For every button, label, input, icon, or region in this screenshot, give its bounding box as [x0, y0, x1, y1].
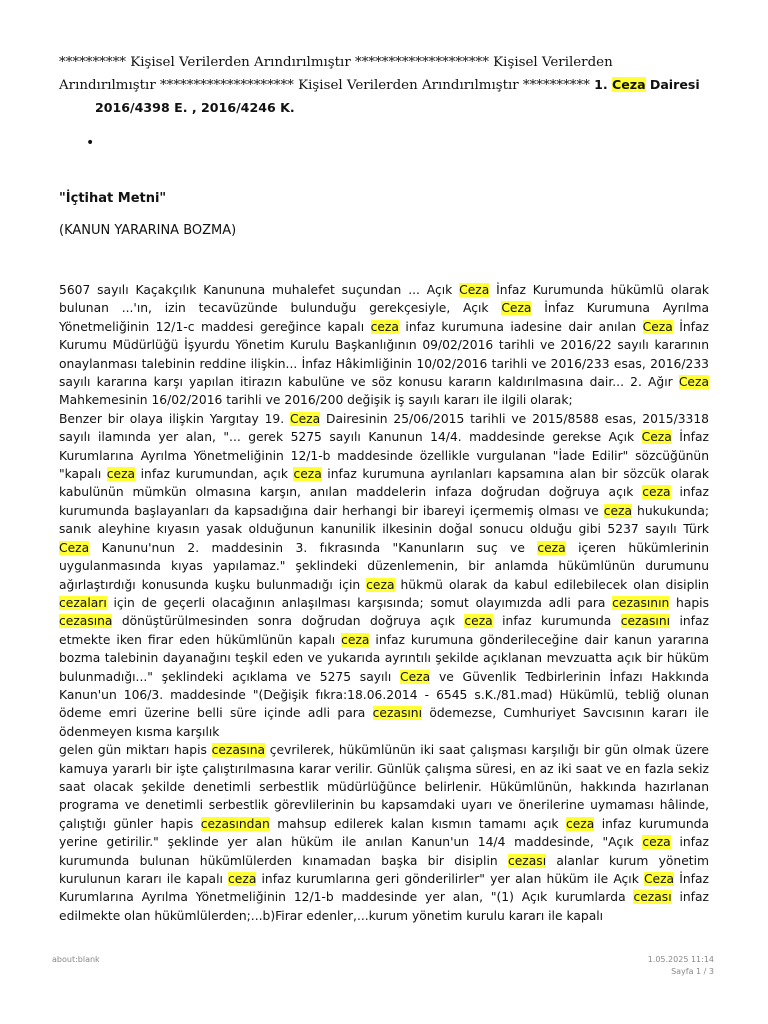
highlight-ceza: ceza: [106, 467, 136, 482]
court-number: 1.: [594, 77, 608, 92]
footer-datetime: 1.05.2025 11:14: [647, 955, 714, 964]
highlight-ceza: ceza: [565, 816, 595, 831]
highlight-ceza: ceza: [370, 319, 399, 334]
highlight-ceza: cezasına: [59, 614, 113, 629]
highlight-ceza: cezasının: [612, 595, 670, 610]
highlight-ceza: Ceza: [643, 872, 675, 886]
highlight-ceza: cezasını: [620, 614, 671, 629]
highlight-ceza: ceza: [537, 540, 566, 555]
highlight-ceza: Ceza: [290, 411, 321, 426]
highlight-ceza: ceza: [228, 872, 257, 886]
highlight-ceza: Ceza: [642, 319, 673, 334]
document-page: [59, 52, 710, 923]
document-header: [59, 52, 709, 120]
highlight-ceza: Ceza: [459, 283, 490, 297]
highlight-ceza: Ceza: [501, 301, 532, 316]
document-title: "İçtihat Metni": [59, 191, 167, 206]
document-body: [59, 281, 710, 923]
court-suffix: Dairesi: [649, 77, 700, 92]
highlight-ceza: ceza: [603, 503, 633, 518]
highlight-ceza: Ceza: [400, 669, 431, 684]
highlight-ceza: ceza: [642, 835, 671, 850]
highlight-ceza: Ceza: [611, 77, 646, 92]
highlight-ceza: cezası: [507, 853, 547, 868]
highlight-ceza: ceza: [464, 614, 493, 629]
footer-page-number: Sayfa 1 / 3: [671, 967, 714, 976]
footer-url: about:blank: [52, 955, 100, 964]
body-paragraph: Benzer bir olaya ilişkin Yargıtay 19. Ceza Dairesinin 25/06/2015 tarihli ve 2015/8588 esas, 2015/3318 sayılı ilamında yer alan, "... gerek 5275 sayılı Kanunun 14/4. maddesinde gerekse Açık Ceza İnfaz Kurumlarına Ayrılma Yönetmeliğinin 12/1-b maddesinde özellikle vurgulanan "İade Edilir" sözcüğünün "kapalı ceza infaz kurumundan, açık ceza infaz kurumuna ayrılanları kapsamına alan bir sözcük olarak kabulünün mümkün olmasına karşın, anılan maddelerin infaza doğrudan doğruya açık ceza infaz kurumunda başlayanları da kapsadığına dair herhangi bir ibareyi içermemiş olması ve ceza hukukunda; sanık aleyhine kıyasın yasak olduğunun kanunilik ilkesinin doğal sonucu olduğu gibi 5237 sayılı Türk Ceza Kanunu'nun 2. maddesinin 3. fıkrasında "Kanunların suç ve ceza içeren hükümlerinin uygulanmasında kıyas yapılamaz." şeklindeki düzenlemenin, bir anlamda hükümlünün durumunu ağırlaştırdığı konusunda kuşku bulunmadığı için ceza hükmü olarak da kabul edilebilecek olan disiplin cezaları için de geçerli olacağının anlaşılması karşısında; somut olayımızda adli para cezasının hapis cezasına dönüştürülmesinden sonra doğrudan doğruya açık ceza infaz kurumunda cezasını infaz etmekte iken firar eden hükümlünün kapalı ceza infaz kurumuna gönderileceğine dair kanun yararına bozma talebinin dayanağını teşkil eden ve yukarıda ayrıntılı şekilde açıklanan mevzuatta açık bir hüküm bulunmadığı..." şeklindeki açıklama ve 5275 sayılı Ceza ve Güvenlik Tedbirlerinin İnfazı Hakkında Kanun'un 106/3. maddesinde "(Değişik fıkra:18.06.2014 - 6545 s.K./81.mad) Hükümlü, tebliğ olunan ödeme emri üzerine belli süre içinde adli para cezasını ödemezse, Cumhuriyet Savcısının kararı ile ödenmeyen kısma karşılık: [59, 411, 710, 739]
bullet-point: •: [86, 135, 95, 151]
highlight-ceza: cezası: [633, 890, 672, 905]
highlight-ceza: ceza: [642, 485, 671, 500]
highlight-ceza: ceza: [293, 467, 322, 482]
case-number: 2016/4398 E. , 2016/4246 K.: [95, 100, 295, 115]
masked-privacy-notice: ********** Kişisel Verilerden Arındırılmıştır ******************** Kişisel Verilerden Arındırılmıştır ******************** Kişisel Verilerden Arındırılmıştır **********: [59, 55, 613, 93]
document-subtitle: (KANUN YARARINA BOZMA): [59, 223, 237, 238]
highlight-ceza: ceza: [366, 577, 395, 592]
body-paragraph: 5607 sayılı Kaçakçılık Kanununa muhalefet suçundan ... Açık Ceza İnfaz Kurumunda hükümlü olarak bulunan ...'ın, izin tecavüzünde bulunduğu gerekçesiyle, Açık Ceza İnfaz Kurumuna Ayrılma Yönetmeliğinin 12/1-c maddesi gereğince kapalı ceza infaz kurumuna iadesine dair anılan Ceza İnfaz Kurumu Müdürlüğü İşyurdu Yönetim Kurulu Başkanlığının 09/02/2016 tarihli ve 2016/22 sayılı kararının onaylanması talebinin reddine ilişkin... İnfaz Hâkimliğinin 10/02/2016 tarihli ve 2016/233 esas, 2016/233 sayılı kararına karşı yapılan itirazın kabulüne ve söz konusu kararın kaldırılmasına dair... 2. Ağır Ceza Mahkemesinin 16/02/2016 tarihli ve 2016/200 değişik iş sayılı kararı ile ilgili olarak;: [59, 283, 709, 408]
highlight-ceza: Ceza: [641, 430, 672, 445]
highlight-ceza: ceza: [341, 632, 370, 647]
highlight-ceza: cezasından: [200, 816, 270, 831]
highlight-ceza: cezasına: [211, 743, 266, 758]
highlight-ceza: cezaları: [59, 595, 107, 610]
body-paragraph: gelen gün miktarı hapis cezasına çevrilerek, hükümlünün iki saat çalışması karşılığı bir gün olmak üzere kamuya yararlı bir işte çalıştırılmasına karar verilir. Günlük çalışma süresi, en az iki saat ve en fazla sekiz saat olacak şekilde denetimli serbestlik müdürlüğünce belirlenir. Hükümlünün, hakkında hazırlanan programa ve denetimli serbestlik görevlilerinin bu kapsamdaki uyarı ve önerilerine uymaması hâlinde, çalıştığı günler hapis cezasından mahsup edilerek kalan kısmın tamamı açık ceza infaz kurumunda yerine getirilir." şeklinde yer alan hüküm ile anılan Kanun'un 14/4 maddesinde, "Açık ceza infaz kurumunda bulunan hükümlülerden kınamadan başka bir disiplin cezası alanlar kurum yönetim kurulunun kararı ile kapalı ceza infaz kurumlarına geri gönderilirler" yer alan hüküm ile Açık Ceza İnfaz Kurumlarına Ayrılma Yönetmeliğinin 12/1-b maddesinde yer alan, "(1) Açık kurumlarda cezası infaz edilmekte olan hükümlülerden;...b)Firar edenler,...kurum yönetim kurulu kararı ile kapalı: [59, 743, 709, 923]
highlight-ceza: Ceza: [59, 540, 90, 555]
highlight-ceza: cezasını: [372, 706, 423, 721]
highlight-ceza: Ceza: [678, 375, 709, 390]
footer-meta: [648, 954, 714, 978]
